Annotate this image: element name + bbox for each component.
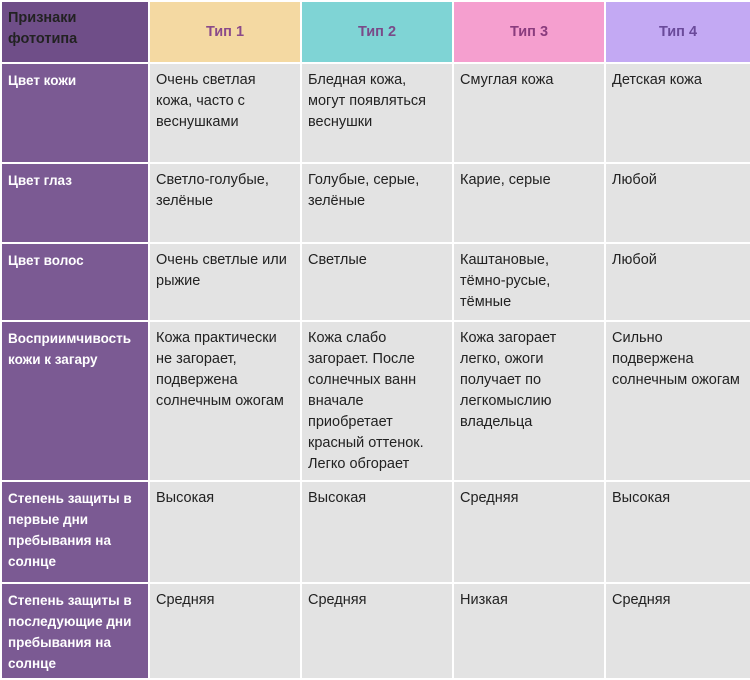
table-cell: Кожа практически не загорает, подвержена солнечным ожогам: [150, 322, 300, 480]
row-label-protection-later-days: Степень защиты в последующие дни пребывания на солнце: [2, 584, 148, 678]
table-cell: Средняя: [302, 584, 452, 678]
table-cell: Светлые: [302, 244, 452, 320]
table-row-skin-color: [2, 64, 750, 162]
table-cell: Светло-голубые, зелёные: [150, 164, 300, 242]
table-cell: Высокая: [150, 482, 300, 582]
table-cell: Кожа слабо загорает. После солнечных ванн вначале приобретает красный оттенок. Легко обгорает: [302, 322, 452, 480]
table-row-protection-first-days: [2, 482, 750, 582]
table-cell: Карие, серые: [454, 164, 604, 242]
table-cell: Высокая: [302, 482, 452, 582]
corner-header: Признаки фототипа: [2, 2, 148, 62]
table-cell: Каштановые, тёмно-русые, тёмные: [454, 244, 604, 320]
row-label-eye-color: Цвет глаз: [2, 164, 148, 242]
row-label-hair-color: Цвет волос: [2, 244, 148, 320]
type-2-header: Тип 2: [302, 2, 452, 62]
table-cell: Очень светлые или рыжие: [150, 244, 300, 320]
table-row-tan-sensitivity: [2, 322, 750, 480]
type-1-header: Тип 1: [150, 2, 300, 62]
type-3-header: Тип 3: [454, 2, 604, 62]
row-label-protection-first-days: Степень защиты в первые дни пребывания на солнце: [2, 482, 148, 582]
table-cell: Любой: [606, 164, 750, 242]
table-cell: Смуглая кожа: [454, 64, 604, 162]
row-label-tan-sensitivity: Восприимчивость кожи к загару: [2, 322, 148, 480]
table-cell: Бледная кожа, могут появляться веснушки: [302, 64, 452, 162]
table-cell: Средняя: [454, 482, 604, 582]
table-cell: Детская кожа: [606, 64, 750, 162]
table-cell: Средняя: [150, 584, 300, 678]
table-cell: Средняя: [606, 584, 750, 678]
table-cell: Высокая: [606, 482, 750, 582]
type-4-header: Тип 4: [606, 2, 750, 62]
table-cell: Любой: [606, 244, 750, 320]
table-cell: Очень светлая кожа, часто с веснушками: [150, 64, 300, 162]
table-cell: Голубые, серые, зелёные: [302, 164, 452, 242]
table-cell: Кожа загорает легко, ожоги получает по легкомыслию владельца: [454, 322, 604, 480]
table-row-eye-color: [2, 164, 750, 242]
table-cell: Низкая: [454, 584, 604, 678]
table-row-hair-color: [2, 244, 750, 320]
row-label-skin-color: Цвет кожи: [2, 64, 148, 162]
table-row-protection-later-days: [2, 584, 750, 678]
header-row: [2, 2, 750, 62]
table-cell: Сильно подвержена солнечным ожогам: [606, 322, 750, 480]
